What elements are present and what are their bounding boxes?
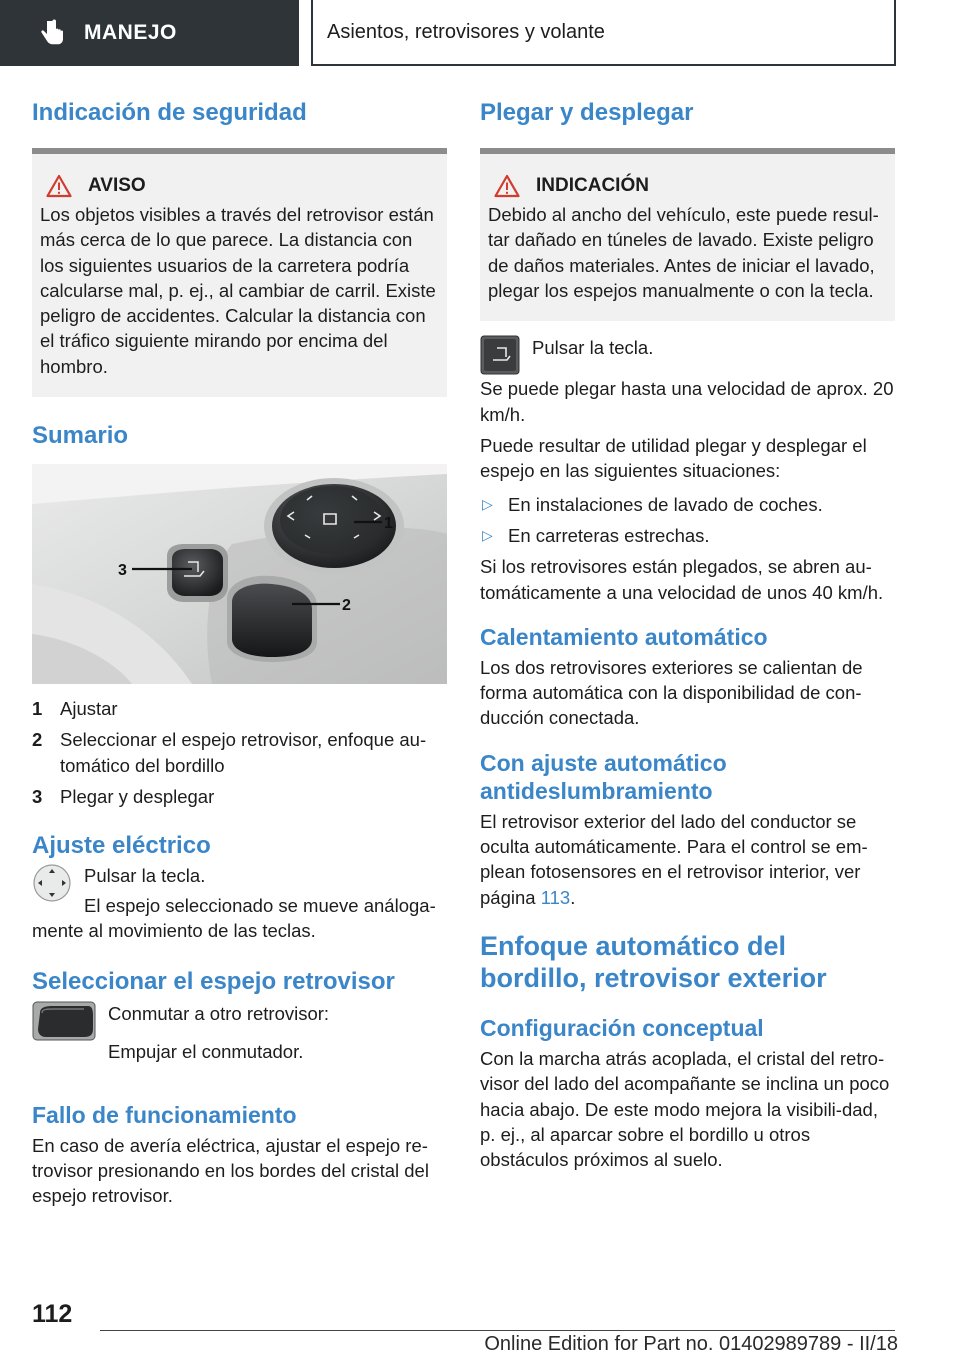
- page-header: [0, 0, 960, 66]
- footer-divider: [100, 1330, 895, 1331]
- electric-heading: Ajuste eléctrico: [32, 832, 211, 860]
- fold-p2: Se puede plegar hasta una velocidad de aprox. 20 km/h.: [480, 378, 894, 425]
- concept-text: Con la marcha atrás acoplada, el cristal del retro-visor del lado del acompañante se inclina un poco hacia abajo. De este modo mejora la visibili-dad, p. ej., al aparcar sobre el bordillo u otros obstáculos próximos al suelo.: [480, 1047, 890, 1171]
- concept-heading: Configuración conceptual: [480, 1014, 764, 1041]
- bullet-item-2: ▷ En carreteras estrechas.: [480, 523, 895, 548]
- mirror-controls-image: [32, 464, 447, 684]
- fold-heading: Plegar y desplegar: [480, 99, 694, 126]
- electric-p1: Pulsar la tecla.: [84, 865, 206, 887]
- mirror-controls-figure: [32, 464, 447, 684]
- figure-legend: [32, 696, 447, 809]
- fold-p1: Pulsar la tecla.: [532, 337, 654, 359]
- legend-item-1: 1 Ajustar: [32, 698, 118, 720]
- fold-p4: Si los retrovisores están plegados, se abren au-tomáticamente a una velocidad de unos 40 km/h.: [480, 556, 884, 603]
- left-column: [32, 98, 447, 1209]
- warning-triangle-icon: [46, 174, 72, 198]
- hand-icon: [38, 18, 68, 48]
- heating-text: Los dos retrovisores exteriores se calientan de forma automática con la disponibilidad de con-ducción conectada.: [480, 656, 863, 729]
- safety-heading: Indicación de seguridad: [32, 99, 307, 126]
- fold-key-section: [480, 335, 895, 360]
- select-p2: Empujar el conmutador.: [108, 1041, 304, 1063]
- page-number: 112: [32, 1300, 73, 1328]
- failure-heading: Fallo de funcionamiento: [32, 1101, 297, 1128]
- bullet-triangle-icon: ▷: [482, 526, 493, 543]
- antiglare-text: El retrovisor exterior del lado del conductor se oculta automáticamente. Para el control se em-plean fotosensores en el retrovisor interior, ver página 113.: [480, 810, 868, 908]
- warning-text: Los objetos visibles a través del retrovisor están más cerca de lo que parece. La distancia con los siguientes usuarios de la carretera podría calcularse mal, p. ej., al cambiar de carril. Existe peligro de accidentes. Calcular la distancia con el tráfico siguiente mirando por encima del hombro.: [40, 204, 436, 377]
- warning-label: AVISO: [88, 175, 146, 196]
- section-tab[interactable]: [311, 0, 896, 66]
- select-p1: Conmutar a otro retrovisor:: [108, 1003, 330, 1025]
- heating-heading: Calentamiento automático: [480, 623, 768, 650]
- electric-p2: El espejo seleccionado se mueve análoga-mente al movimiento de las teclas.: [32, 894, 436, 941]
- fold-p3: Puede resultar de utilidad plegar y desplegar el espejo en las siguientes situaciones:: [480, 435, 867, 482]
- chapter-tab[interactable]: [0, 0, 299, 66]
- direction-pad-icon: [32, 863, 72, 903]
- callout-2: 2: [342, 597, 351, 615]
- right-column: [480, 98, 895, 1172]
- bullet-item-1: ▷ En instalaciones de lavado de coches.: [480, 492, 895, 517]
- caution-triangle-icon: [494, 174, 520, 198]
- chapter-label: MANEJO: [84, 21, 177, 44]
- bullet-triangle-icon: ▷: [482, 495, 493, 512]
- legend-item-2: 2 Seleccionar el espejo retrovisor, enfoque au-tomático del bordillo: [32, 729, 427, 776]
- notice-label: INDICACIÓN: [536, 175, 649, 196]
- section-label: Asientos, retrovisores y volante: [327, 20, 605, 43]
- select-heading: Seleccionar el espejo retrovisor: [32, 968, 395, 996]
- edition-info: Online Edition for Part no. 01402989789 - II/18: [484, 1333, 898, 1355]
- mirror-switch-icon: [32, 1001, 96, 1041]
- callout-1: 1: [384, 515, 393, 533]
- electric-section: [32, 863, 447, 943]
- select-section: [32, 1001, 447, 1065]
- curb-heading: Enfoque automático del bordillo, retrovisor exterior: [480, 930, 827, 993]
- notice-text: Debido al ancho del vehículo, este puede resul-tar dañado en túneles de lavado. Existe peligro de daños materiales. Antes de iniciar el lavado, plegar los espejos manualmente o con la tecla.: [488, 204, 879, 301]
- antiglare-heading: Con ajuste automático antideslumbramiento: [480, 749, 727, 804]
- page-link[interactable]: 113: [540, 886, 571, 908]
- warning-box: [32, 148, 447, 397]
- summary-heading: Sumario: [32, 422, 129, 450]
- notice-box: [480, 148, 895, 321]
- callout-3: 3: [118, 562, 127, 580]
- fold-mirror-key-icon: [480, 335, 520, 375]
- legend-item-3: 3 Plegar y desplegar: [32, 785, 215, 807]
- failure-text: En caso de avería eléctrica, ajustar el espejo re-trovisor presionando en los bordes del cristal del espejo retrovisor.: [32, 1134, 429, 1207]
